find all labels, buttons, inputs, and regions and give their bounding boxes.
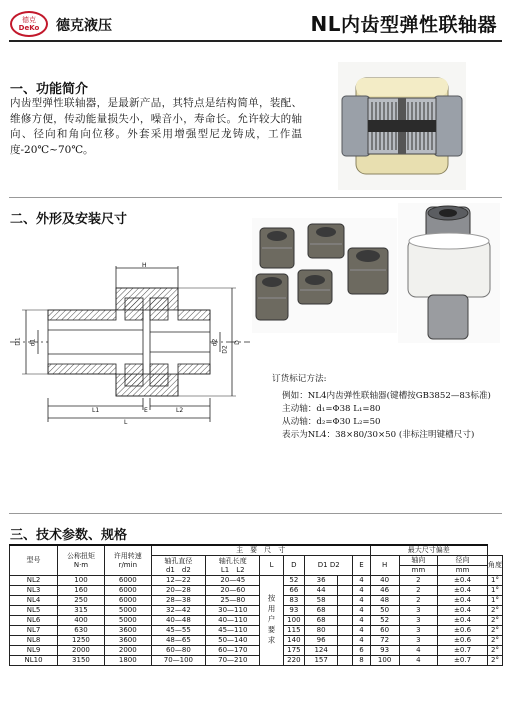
order-notation: 表示为NL4：38×80/30×50 (非标注明键槽尺寸) — [282, 430, 475, 440]
col-axial: 轴向 — [399, 556, 437, 566]
cell-D: 52 — [283, 576, 305, 586]
cell-E: 4 — [353, 616, 370, 626]
section-divider — [9, 197, 502, 198]
cell-D: 220 — [283, 656, 305, 666]
cell-model: NL4 — [10, 596, 58, 606]
cell-speed: 3600 — [104, 636, 151, 646]
cell-D: 175 — [283, 646, 305, 656]
table-row — [10, 626, 503, 636]
cell-D: 83 — [283, 596, 305, 606]
cell-H: 48 — [370, 596, 399, 606]
cell-angle: 1° — [488, 576, 503, 586]
cell-D: 115 — [283, 626, 305, 636]
cell-angle: 1° — [488, 596, 503, 606]
cell-speed: 1800 — [104, 656, 151, 666]
cell-len: 40—110 — [206, 616, 260, 626]
logo-bottom-text: DeKo — [18, 24, 40, 32]
title-prefix: NL — [310, 12, 341, 36]
col-D1D2: D1 D2 — [305, 556, 353, 576]
cell-axial: 2 — [399, 586, 437, 596]
cell-radial: ±0.4 — [438, 586, 488, 596]
col-speed-label: 许用转速 — [113, 551, 142, 560]
col-L: L — [260, 556, 283, 576]
cell-torque: 400 — [58, 616, 105, 626]
cell-axial: 3 — [399, 616, 437, 626]
cell-speed: 2000 — [104, 646, 151, 656]
section-heading-function: 一、功能简介 — [10, 82, 89, 97]
cell-D2 — [338, 626, 353, 636]
dim-label-H: H — [142, 262, 147, 269]
dim-label-D: D — [233, 340, 241, 345]
cell-bore: 60—80 — [151, 646, 205, 656]
cell-speed: 6000 — [104, 576, 151, 586]
cell-bore: 48—65 — [151, 636, 205, 646]
gear-hubs-photo — [252, 218, 397, 333]
cell-torque: 1250 — [58, 636, 105, 646]
col-model: 型号 — [10, 545, 58, 576]
cell-D: 100 — [283, 616, 305, 626]
cell-model: NL6 — [10, 616, 58, 626]
nylon-sleeve-photo — [398, 203, 500, 343]
cell-D1: 68 — [305, 606, 338, 616]
cell-D: 93 — [283, 606, 305, 616]
table-row — [10, 586, 503, 596]
header-rule — [9, 40, 502, 42]
col-E: E — [353, 556, 370, 576]
cell-len: 70—210 — [206, 656, 260, 666]
cell-bore: 12—22 — [151, 576, 205, 586]
table-row — [10, 606, 503, 616]
cell-D1: 80 — [305, 626, 338, 636]
section-heading-specs: 三、技术参数、规格 — [10, 528, 128, 543]
cell-bore: 45—55 — [151, 626, 205, 636]
col-bore-label: 轴孔直径 — [164, 556, 193, 565]
dim-label-D2: D2 — [221, 345, 229, 354]
cell-E: 4 — [353, 636, 370, 646]
cell-E: 4 — [353, 586, 370, 596]
table-row — [10, 646, 503, 656]
cell-D1: 157 — [305, 656, 338, 666]
cell-len: 25—80 — [206, 596, 260, 606]
col-angle: 角度 — [488, 556, 503, 576]
cell-len: 20—60 — [206, 586, 260, 596]
cell-E: 6 — [353, 646, 370, 656]
cell-D2 — [338, 616, 353, 626]
col-axial-unit: mm — [399, 566, 437, 576]
cell-torque: 2000 — [58, 646, 105, 656]
cell-E: 4 — [353, 626, 370, 636]
cell-radial: ±0.4 — [438, 596, 488, 606]
section-divider-2 — [9, 513, 502, 514]
cell-D2 — [338, 656, 353, 666]
order-driven-shaft: 从动轴：d₂=Φ30 L₂=50 — [282, 417, 381, 427]
col-length — [206, 556, 260, 576]
dim-label-d1: d1 — [29, 338, 37, 347]
cell-H: 72 — [370, 636, 399, 646]
col-bore-sub: d1 d2 — [165, 565, 191, 574]
dim-label-L1: L1 — [92, 407, 100, 414]
cell-H: 93 — [370, 646, 399, 656]
cell-H: 46 — [370, 586, 399, 596]
cell-len: 20—45 — [206, 576, 260, 586]
col-H: H — [370, 556, 399, 576]
table-row — [10, 616, 503, 626]
col-radial-unit: mm — [438, 566, 488, 576]
col-max-deviation: 最大尺寸偏差 — [370, 545, 487, 556]
cell-D2 — [338, 646, 353, 656]
intro-paragraph: 内齿型弹性联轴器，是最新产品，其特点是结构简单，装配、维修方便，传动能量损失小，噪音小，寿命长。允许较大的轴向、径向和角向位移。外套采用增强型尼龙铸成，工作温度-20℃~70℃。 — [10, 97, 302, 156]
cell-radial: ±0.4 — [438, 616, 488, 626]
cell-D1: 44 — [305, 586, 338, 596]
cell-angle: 2° — [488, 646, 503, 656]
order-driving-shaft: 主动轴：d₁=Φ38 L₁=80 — [282, 404, 381, 414]
cell-torque: 250 — [58, 596, 105, 606]
cell-axial: 3 — [399, 626, 437, 636]
cell-axial: 3 — [399, 636, 437, 646]
cell-D2 — [338, 586, 353, 596]
table-row — [10, 596, 503, 606]
cell-radial: ±0.6 — [438, 636, 488, 646]
cell-bore: 40—48 — [151, 616, 205, 626]
cell-E: 8 — [353, 656, 370, 666]
cell-torque: 100 — [58, 576, 105, 586]
table-row — [10, 656, 503, 666]
cell-len: 45—110 — [206, 626, 260, 636]
coupling-cutaway-photo — [338, 62, 466, 190]
cell-angle: 2° — [488, 606, 503, 616]
spec-table — [9, 544, 503, 666]
cell-bore: 70—100 — [151, 656, 205, 666]
cell-axial: 3 — [399, 606, 437, 616]
cell-H: 52 — [370, 616, 399, 626]
cell-axial: 2 — [399, 576, 437, 586]
dim-label-d2: d2 — [211, 338, 219, 347]
col-bore — [151, 556, 205, 576]
cell-speed: 5000 — [104, 616, 151, 626]
cell-D1: 58 — [305, 596, 338, 606]
cell-angle: 2° — [488, 626, 503, 636]
cell-D1: 96 — [305, 636, 338, 646]
cell-len: 30—110 — [206, 606, 260, 616]
cell-torque: 160 — [58, 586, 105, 596]
cell-H: 40 — [370, 576, 399, 586]
cell-speed: 3600 — [104, 626, 151, 636]
cell-speed: 5000 — [104, 606, 151, 616]
col-radial: 径向 — [438, 556, 488, 566]
cell-D1: 124 — [305, 646, 338, 656]
cell-E: 4 — [353, 576, 370, 586]
cell-len: 50—140 — [206, 636, 260, 646]
cell-angle: 2° — [488, 616, 503, 626]
cell-D2 — [338, 606, 353, 616]
cell-angle: 1° — [488, 586, 503, 596]
dim-label-L: L — [124, 419, 128, 426]
col-torque — [58, 545, 105, 576]
company-logo — [10, 11, 48, 37]
cell-speed: 6000 — [104, 586, 151, 596]
cell-bore: 32—42 — [151, 606, 205, 616]
dim-label-L2: L2 — [176, 407, 184, 414]
cell-axial: 4 — [399, 646, 437, 656]
cell-radial: ±0.4 — [438, 606, 488, 616]
cell-H: 100 — [370, 656, 399, 666]
cell-model: NL8 — [10, 636, 58, 646]
cell-D1: 36 — [305, 576, 338, 586]
dim-label-E: E — [144, 407, 148, 414]
logo-top-text: 德克 — [22, 16, 36, 24]
cell-bore: 28—38 — [151, 596, 205, 606]
company-name: 德克液压 — [56, 18, 112, 34]
col-torque-unit: N·m — [73, 560, 89, 569]
cell-torque: 630 — [58, 626, 105, 636]
order-title: 订货标记方法: — [272, 374, 327, 384]
col-main-dims: 主 要 尺 寸 — [151, 545, 370, 556]
cell-angle: 2° — [488, 636, 503, 646]
cell-E: 4 — [353, 606, 370, 616]
order-example: 例如：NL4内齿弹性联轴器(键槽按GB3852—83标准) — [282, 391, 491, 401]
cell-L-note: 按用户要求 — [260, 576, 283, 666]
dim-label-D1: D1 — [14, 337, 22, 346]
cell-angle: 2° — [488, 656, 503, 666]
cell-D: 140 — [283, 636, 305, 646]
cell-axial: 2 — [399, 596, 437, 606]
section-heading-dimensions: 二、外形及安装尺寸 — [10, 212, 128, 227]
dimension-drawing — [10, 258, 250, 430]
cell-H: 50 — [370, 606, 399, 616]
order-marking-block — [272, 373, 507, 442]
cell-radial: ±0.7 — [438, 656, 488, 666]
cell-D2 — [338, 636, 353, 646]
cell-model: NL5 — [10, 606, 58, 616]
col-D: D — [283, 556, 305, 576]
table-row — [10, 636, 503, 646]
cell-H: 60 — [370, 626, 399, 636]
cell-bore: 20—28 — [151, 586, 205, 596]
cell-radial: ±0.7 — [438, 646, 488, 656]
spec-table-body — [10, 576, 503, 666]
cell-model: NL7 — [10, 626, 58, 636]
page-title — [311, 10, 498, 37]
cell-D2 — [338, 596, 353, 606]
cell-len: 60—170 — [206, 646, 260, 656]
cell-speed: 6000 — [104, 596, 151, 606]
cell-torque: 3150 — [58, 656, 105, 666]
cell-D1: 68 — [305, 616, 338, 626]
col-torque-label: 公称扭矩 — [66, 551, 95, 560]
cell-radial: ±0.4 — [438, 576, 488, 586]
cell-model: NL2 — [10, 576, 58, 586]
cell-torque: 315 — [58, 606, 105, 616]
title-rest: 内齿型弹性联轴器 — [340, 14, 497, 36]
col-speed — [104, 545, 151, 576]
cell-model: NL9 — [10, 646, 58, 656]
cell-axial: 4 — [399, 656, 437, 666]
table-row — [10, 576, 503, 586]
cell-D2 — [338, 576, 353, 586]
cell-D: 66 — [283, 586, 305, 596]
col-length-label: 轴孔长度 — [218, 556, 247, 565]
cell-radial: ±0.6 — [438, 626, 488, 636]
col-length-sub: L1 L2 — [220, 565, 245, 574]
cell-model: NL3 — [10, 586, 58, 596]
cell-model: NL10 — [10, 656, 58, 666]
cell-E: 4 — [353, 596, 370, 606]
col-speed-unit: r/min — [118, 560, 137, 569]
